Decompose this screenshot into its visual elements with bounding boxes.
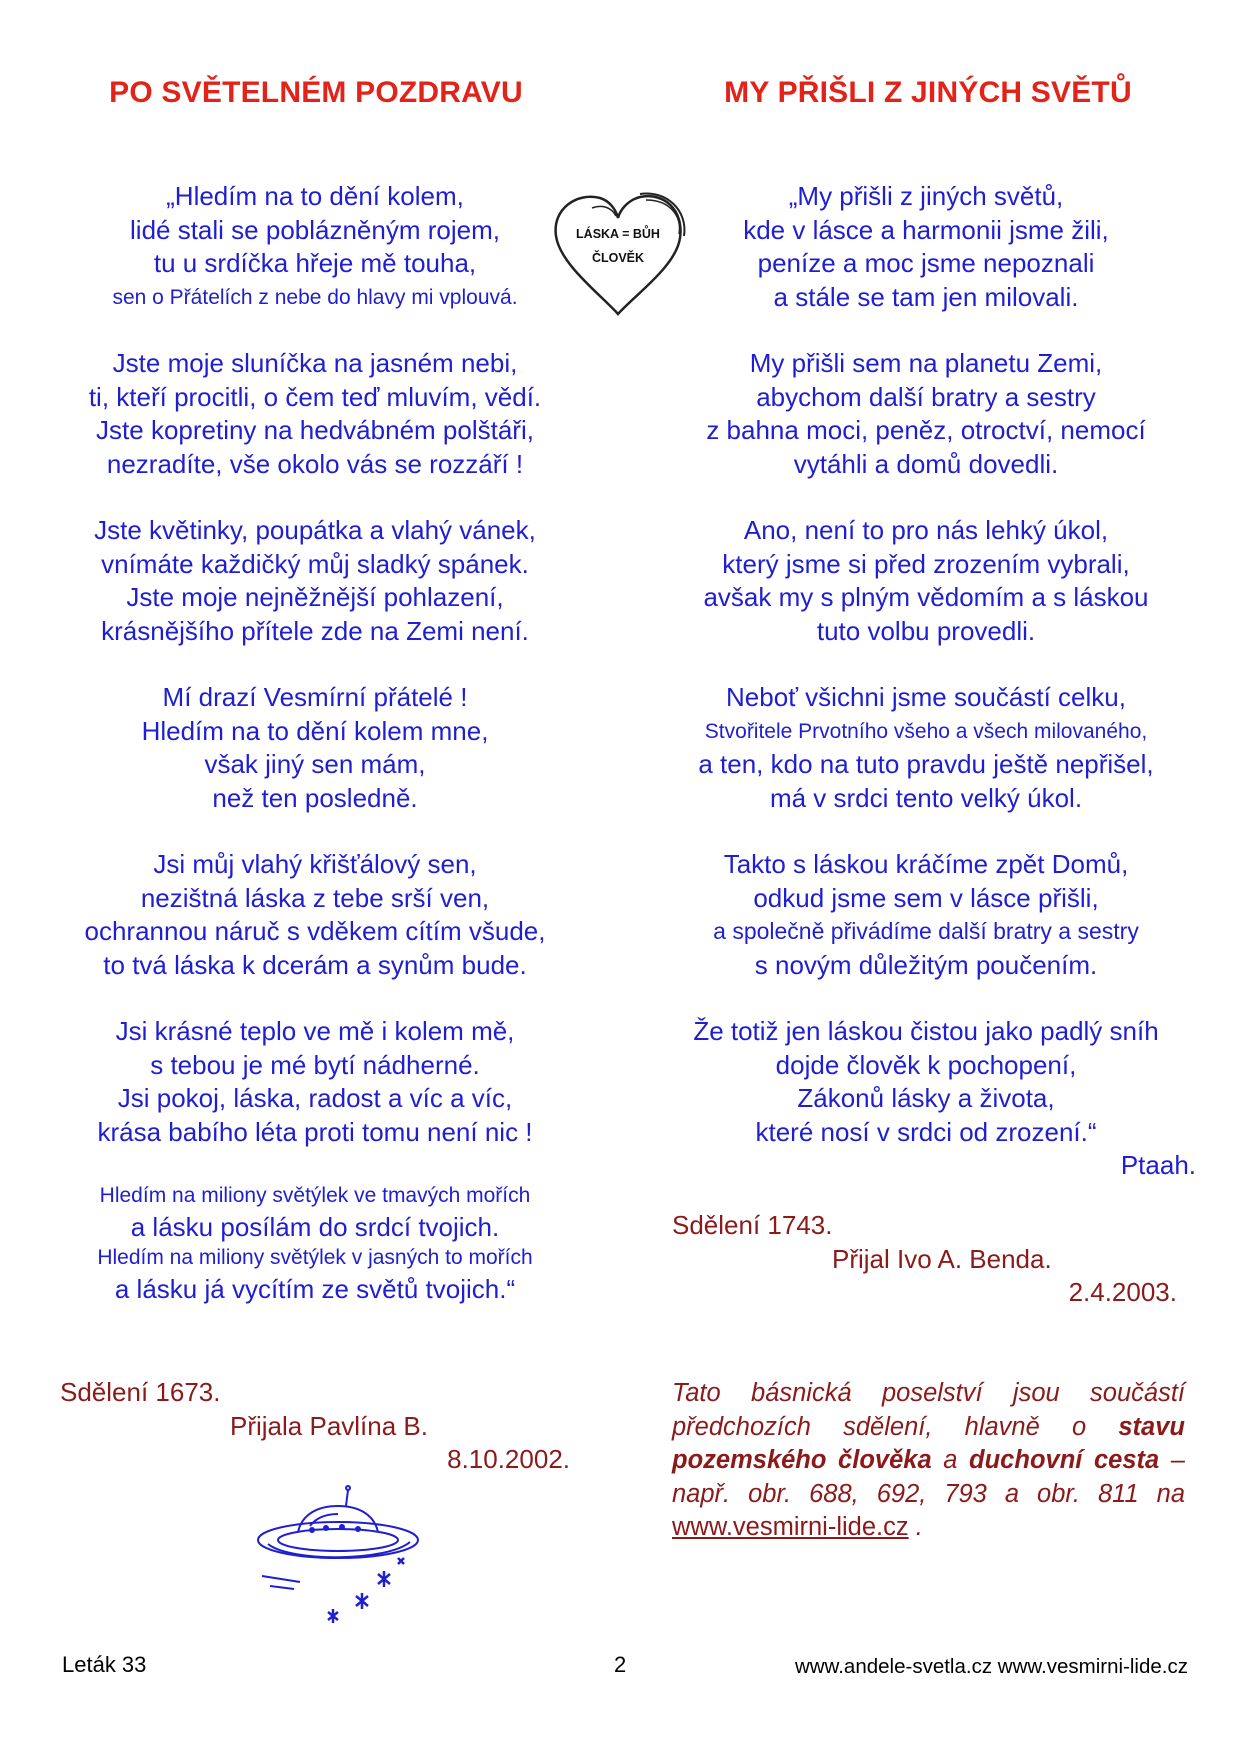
page-number: 2 xyxy=(614,1652,627,1677)
poem-line: který jsme si před zrozením vybrali, xyxy=(722,548,1130,579)
poem-line: Jste květinky, poupátka a vlahý vánek, xyxy=(94,515,536,545)
poem-line: však jiný sen mám, xyxy=(204,749,426,779)
stanza xyxy=(35,1182,595,1306)
poem-line: které nosí v srdci od zrození.“ xyxy=(755,1116,1097,1147)
stanza xyxy=(646,514,1206,648)
poem-line: a lásku já vycítím ze světů tvojich.“ xyxy=(114,1274,516,1304)
poem-line: Jste moje sluníčka na jasném nebi, xyxy=(112,348,518,378)
poem-author: Ptaah. xyxy=(1120,1150,1196,1180)
poem-line: a ten, kdo na tuto pravdu ještě nepřišel, xyxy=(698,749,1154,779)
message-number: Sdělení 1673. xyxy=(60,1377,221,1407)
poem-line: Zákonů lásky a života, xyxy=(797,1083,1055,1113)
poem-line: Jste kopretiny na hedvábném polštáři, xyxy=(96,415,534,445)
poem-line: s novým důležitým poučením. xyxy=(754,949,1098,980)
note-paragraph xyxy=(672,1377,1185,1545)
poem-line: Stvořitele Prvotního všeho a všech milovaného, xyxy=(704,719,1148,743)
ufo-icon xyxy=(250,1478,430,1628)
received-by: Přijala Pavlína B. xyxy=(230,1410,428,1441)
poem-line: odkud jsme sem v lásce přišli, xyxy=(753,882,1099,913)
stanza xyxy=(35,347,595,481)
poem-line: „My přišli z jiných světů, xyxy=(788,181,1064,211)
poem-line: „Hledím na to dění kolem, xyxy=(166,181,464,211)
poem-line: Jste moje nejněžnější pohlazení, xyxy=(126,582,504,612)
poem-line: než ten posledně. xyxy=(212,782,418,813)
poem-line: Že totiž jen láskou čistou jako padlý sníh xyxy=(693,1016,1159,1046)
poem-line: ti, kteří procitli, o čem teď mluvím, vědí. xyxy=(88,381,542,412)
stanza xyxy=(646,848,1206,982)
poem-line: nezištná láska z tebe srší ven, xyxy=(140,882,490,913)
poem-line: krása babího léta proti tomu není nic ! xyxy=(97,1116,533,1147)
stanza xyxy=(35,681,595,815)
poem-line: má v srdci tento velký úkol. xyxy=(769,782,1083,813)
date: 2.4.2003. xyxy=(1068,1277,1177,1307)
poem-line: a společně přivádíme další bratry a sestry xyxy=(713,918,1139,944)
poem-line: tu u srdíčka hřeje mě touha, xyxy=(153,248,477,278)
poem-line: avšak my s plným vědomím a s láskou xyxy=(703,582,1149,612)
note-bold: duchovní cesta xyxy=(969,1446,1160,1474)
poem-line: lidé stali se poblázněným rojem, xyxy=(130,214,500,245)
poem-line: nezradíte, vše okolo vás se rozzáří ! xyxy=(106,448,524,479)
poem-left xyxy=(35,180,595,1339)
poem-line: z bahna moci, peněz, otroctví, nemocí xyxy=(706,415,1146,445)
poem-line: a stále se tam jen milovali. xyxy=(773,281,1079,312)
note-text: . xyxy=(908,1513,923,1541)
note-bold: stavu pozemského člověka xyxy=(672,1412,1185,1474)
poem-line: kde v lásce a harmonii jsme žili, xyxy=(743,214,1109,245)
poem-line: ochrannou náruč s vděkem cítím všude, xyxy=(84,916,546,946)
poem-line: peníze a moc jsme nepoznali xyxy=(757,248,1095,278)
stanza xyxy=(35,180,595,314)
poem-line: tuto volbu provedli. xyxy=(816,615,1036,646)
poem-line: My přišli sem na planetu Zemi, xyxy=(749,348,1103,378)
poem-line: a lásku posílám do srdcí tvojich. xyxy=(130,1212,500,1242)
poem-line: Neboť všichni jsme součástí celku, xyxy=(726,682,1126,712)
stanza xyxy=(646,347,1206,481)
poem-line: Jsi pokoj, láska, radost a víc a víc, xyxy=(117,1083,513,1113)
message-number: Sdělení 1743. xyxy=(672,1210,833,1240)
note-text: a xyxy=(931,1446,970,1474)
stanza xyxy=(646,180,1206,314)
poem-line: Jsi krásné teplo ve mě i kolem mě, xyxy=(115,1016,515,1046)
signature-right xyxy=(672,1209,1177,1310)
stanza xyxy=(35,1015,595,1149)
title-right: MY PŘIŠLI Z JINÝCH SVĚTŮ xyxy=(724,76,1132,109)
poem-line: Hledím na to dění kolem mne, xyxy=(141,715,489,746)
poem-line: dojde člověk k pochopení, xyxy=(775,1049,1077,1080)
poem-line: Hledím na miliony světýlek v jasných to mořích xyxy=(97,1246,533,1269)
poem-line: Ano, není to pro nás lehký úkol, xyxy=(743,515,1109,545)
poem-line: to tvá láska k dcerám a synům bude. xyxy=(103,949,527,980)
signature-left xyxy=(60,1376,570,1477)
website-link[interactable]: www.vesmirni-lide.cz xyxy=(672,1513,909,1541)
poem-line: abychom další bratry a sestry xyxy=(756,381,1096,412)
poem-line: Takto s láskou kráčíme zpět Domů, xyxy=(723,849,1129,879)
poem-line: Hledím na miliony světýlek ve tmavých mořích xyxy=(99,1184,531,1207)
poem-right xyxy=(646,180,1206,1216)
stanza xyxy=(35,514,595,648)
received-by: Přijal Ivo A. Benda. xyxy=(832,1243,1052,1274)
note-text: Tato básnická poselství jsou součástí předchozích sdělení, hlavně o xyxy=(672,1379,1185,1441)
stanza xyxy=(646,1015,1206,1183)
heart-text-bottom: ČLOVĚK xyxy=(591,251,645,265)
poem-line: vnímáte každičký můj sladký spánek. xyxy=(101,548,529,579)
poem-line: s tebou je mé bytí nádherné. xyxy=(150,1049,480,1080)
note-text: – např. obr. 688, 692, 793 a obr. 811 na xyxy=(672,1446,1185,1508)
poem-line: sen o Přátelích z nebe do hlavy mi vplouvá. xyxy=(112,285,518,309)
stanza xyxy=(646,681,1206,815)
heart-text-top: LÁSKA = BŮH xyxy=(576,227,660,241)
poem-line: vytáhli a domů dovedli. xyxy=(793,448,1059,479)
ufo-illustration xyxy=(250,1478,430,1628)
poem-line: krásnějšího přítele zde na Zemi není. xyxy=(101,615,529,646)
leaflet-number: Leták 33 xyxy=(62,1652,147,1677)
date: 8.10.2002. xyxy=(447,1444,570,1474)
title-left: PO SVĚTELNÉM POZDRAVU xyxy=(109,76,523,109)
stanza xyxy=(35,848,595,982)
poem-line: Mí drazí Vesmírní přátelé ! xyxy=(162,682,468,712)
footer-links[interactable]: www.andele-svetla.cz www.vesmirni-lide.cz xyxy=(794,1655,1188,1678)
poem-line: Jsi můj vlahý křišťálový sen, xyxy=(153,849,477,879)
